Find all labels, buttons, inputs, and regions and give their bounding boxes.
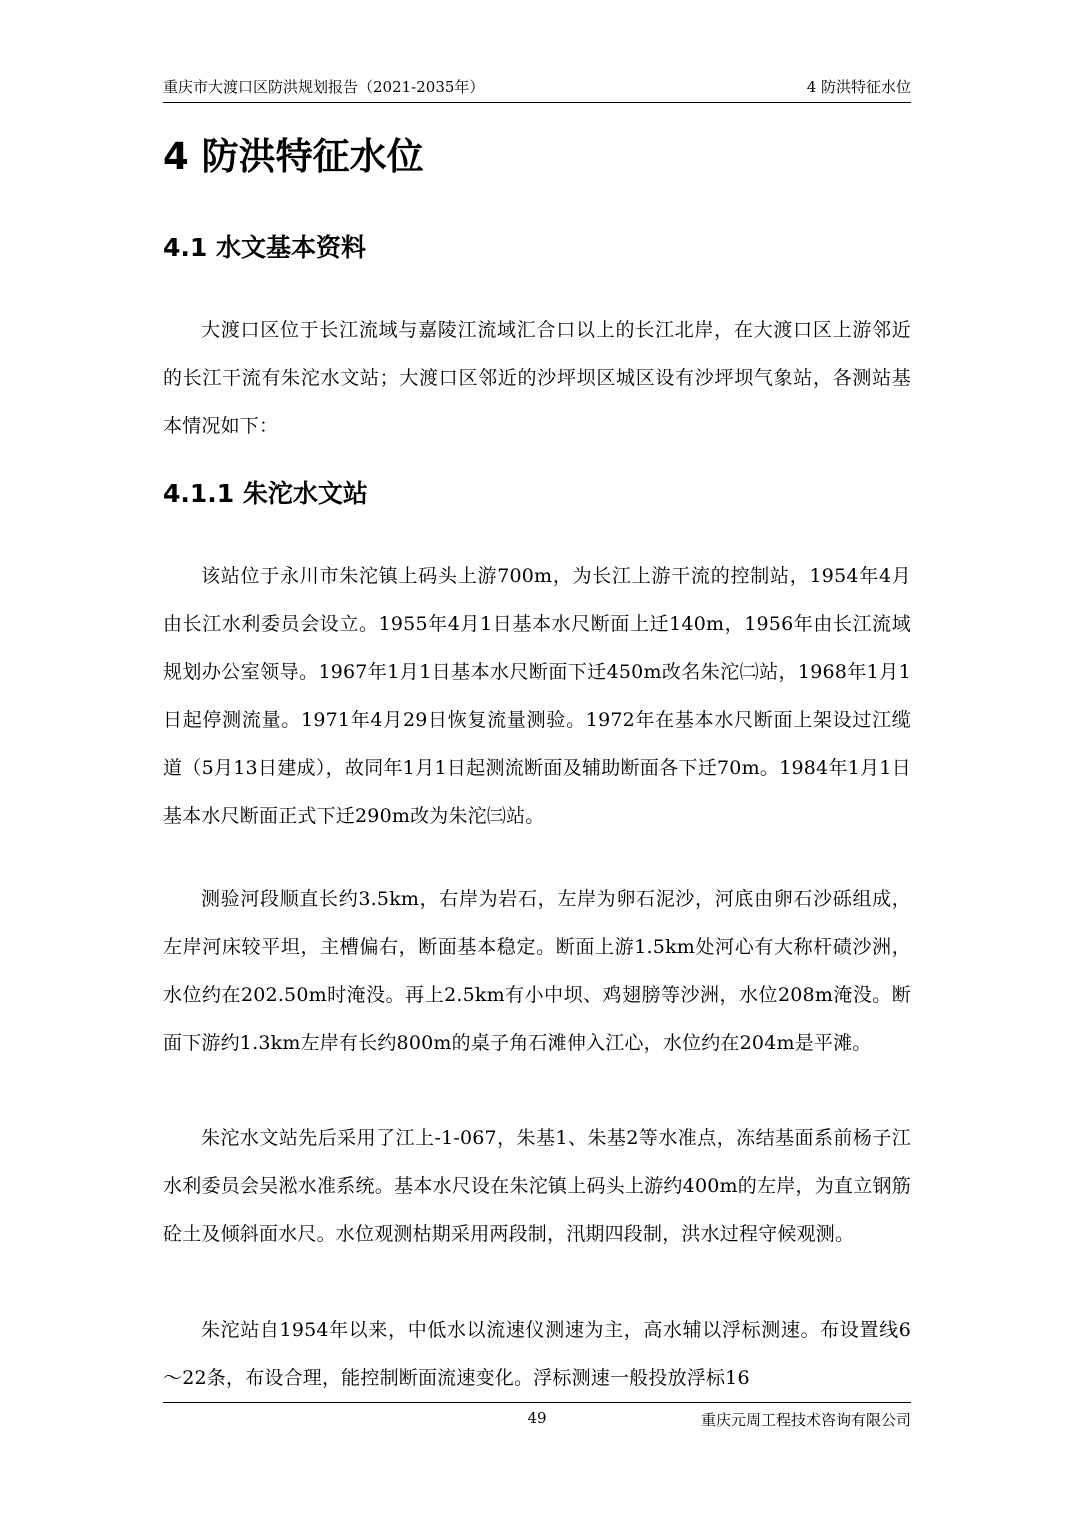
chapter-title: 4 防洪特征水位 [163, 135, 424, 178]
report-title: 重庆市大渡口区防洪规划报告（2021-2035年） [163, 78, 485, 96]
benchmark-paragraph: 朱沱水文站先后采用了江上-1-067，朱基1、朱基2等水准点，冻结基面系前杨子江水利委员会吴淞水准系统。基本水尺设在朱沱镇上码头上游约400m的左岸，为直立钢筋砼土及倾斜面水尺。水位观测枯期采用两段制，汛期四段制，洪水过程守候观测。 [163, 1127, 911, 1245]
subsection-title: 4.1.1 朱沱水文站 [163, 479, 368, 508]
chapter-label: 4 防洪特征水位 [806, 78, 911, 96]
company-name: 重庆元周工程技术咨询有限公司 [700, 1411, 911, 1429]
page-header [163, 76, 911, 103]
flow-measurement-paragraph: 朱沱站自1954年以来，中低水以流速仪测速为主，高水辅以浮标测速。布设置线6～22条，布设合理，能控制断面流速变化。浮标测速一般投放浮标16 [163, 1319, 911, 1389]
station-history-paragraph: 该站位于永川市朱沱镇上码头上游700m，为长江上游干流的控制站，1954年4月由长江水利委员会设立。1955年4月1日基本水尺断面上迁140m，1956年由长江流域规划办公室领导。1967年1月1日基本水尺断面下迁450m改名朱沱㈡站，1968年1月1日起停测流量。1971年4月29日恢复流量测验。1972年在基本水尺断面上架设过江缆道（5月13日建成），故同年1月1日起测流断面及辅助断面各下迁70m。1984年1月1日基本水尺断面正式下迁290m改为朱沱㈢站。 [163, 565, 911, 827]
intro-paragraph: 大渡口区位于长江流域与嘉陵江流域汇合口以上的长江北岸，在大渡口区上游邻近的长江干流有朱沱水文站；大渡口区邻近的沙坪坝区城区设有沙坪坝气象站，各测站基本情况如下： [163, 319, 911, 437]
page-footer [163, 1402, 911, 1443]
river-section-paragraph: 测验河段顺直长约3.5km，右岸为岩石，左岸为卵石泥沙，河底由卵石沙砾组成，左岸河床较平坦，主槽偏右，断面基本稳定。断面上游1.5km处河心有大称杆碛沙洲，水位约在202.50m时淹没。再上2.5km有小中坝、鸡翅膀等沙洲，水位208m淹没。断面下游约1.3km左岸有长约800m的桌子角石滩伸入江心，水位约在204m是平滩。 [163, 888, 911, 1054]
section-title: 4.1 水文基本资料 [163, 233, 366, 262]
page-number: 49 [527, 1409, 547, 1427]
